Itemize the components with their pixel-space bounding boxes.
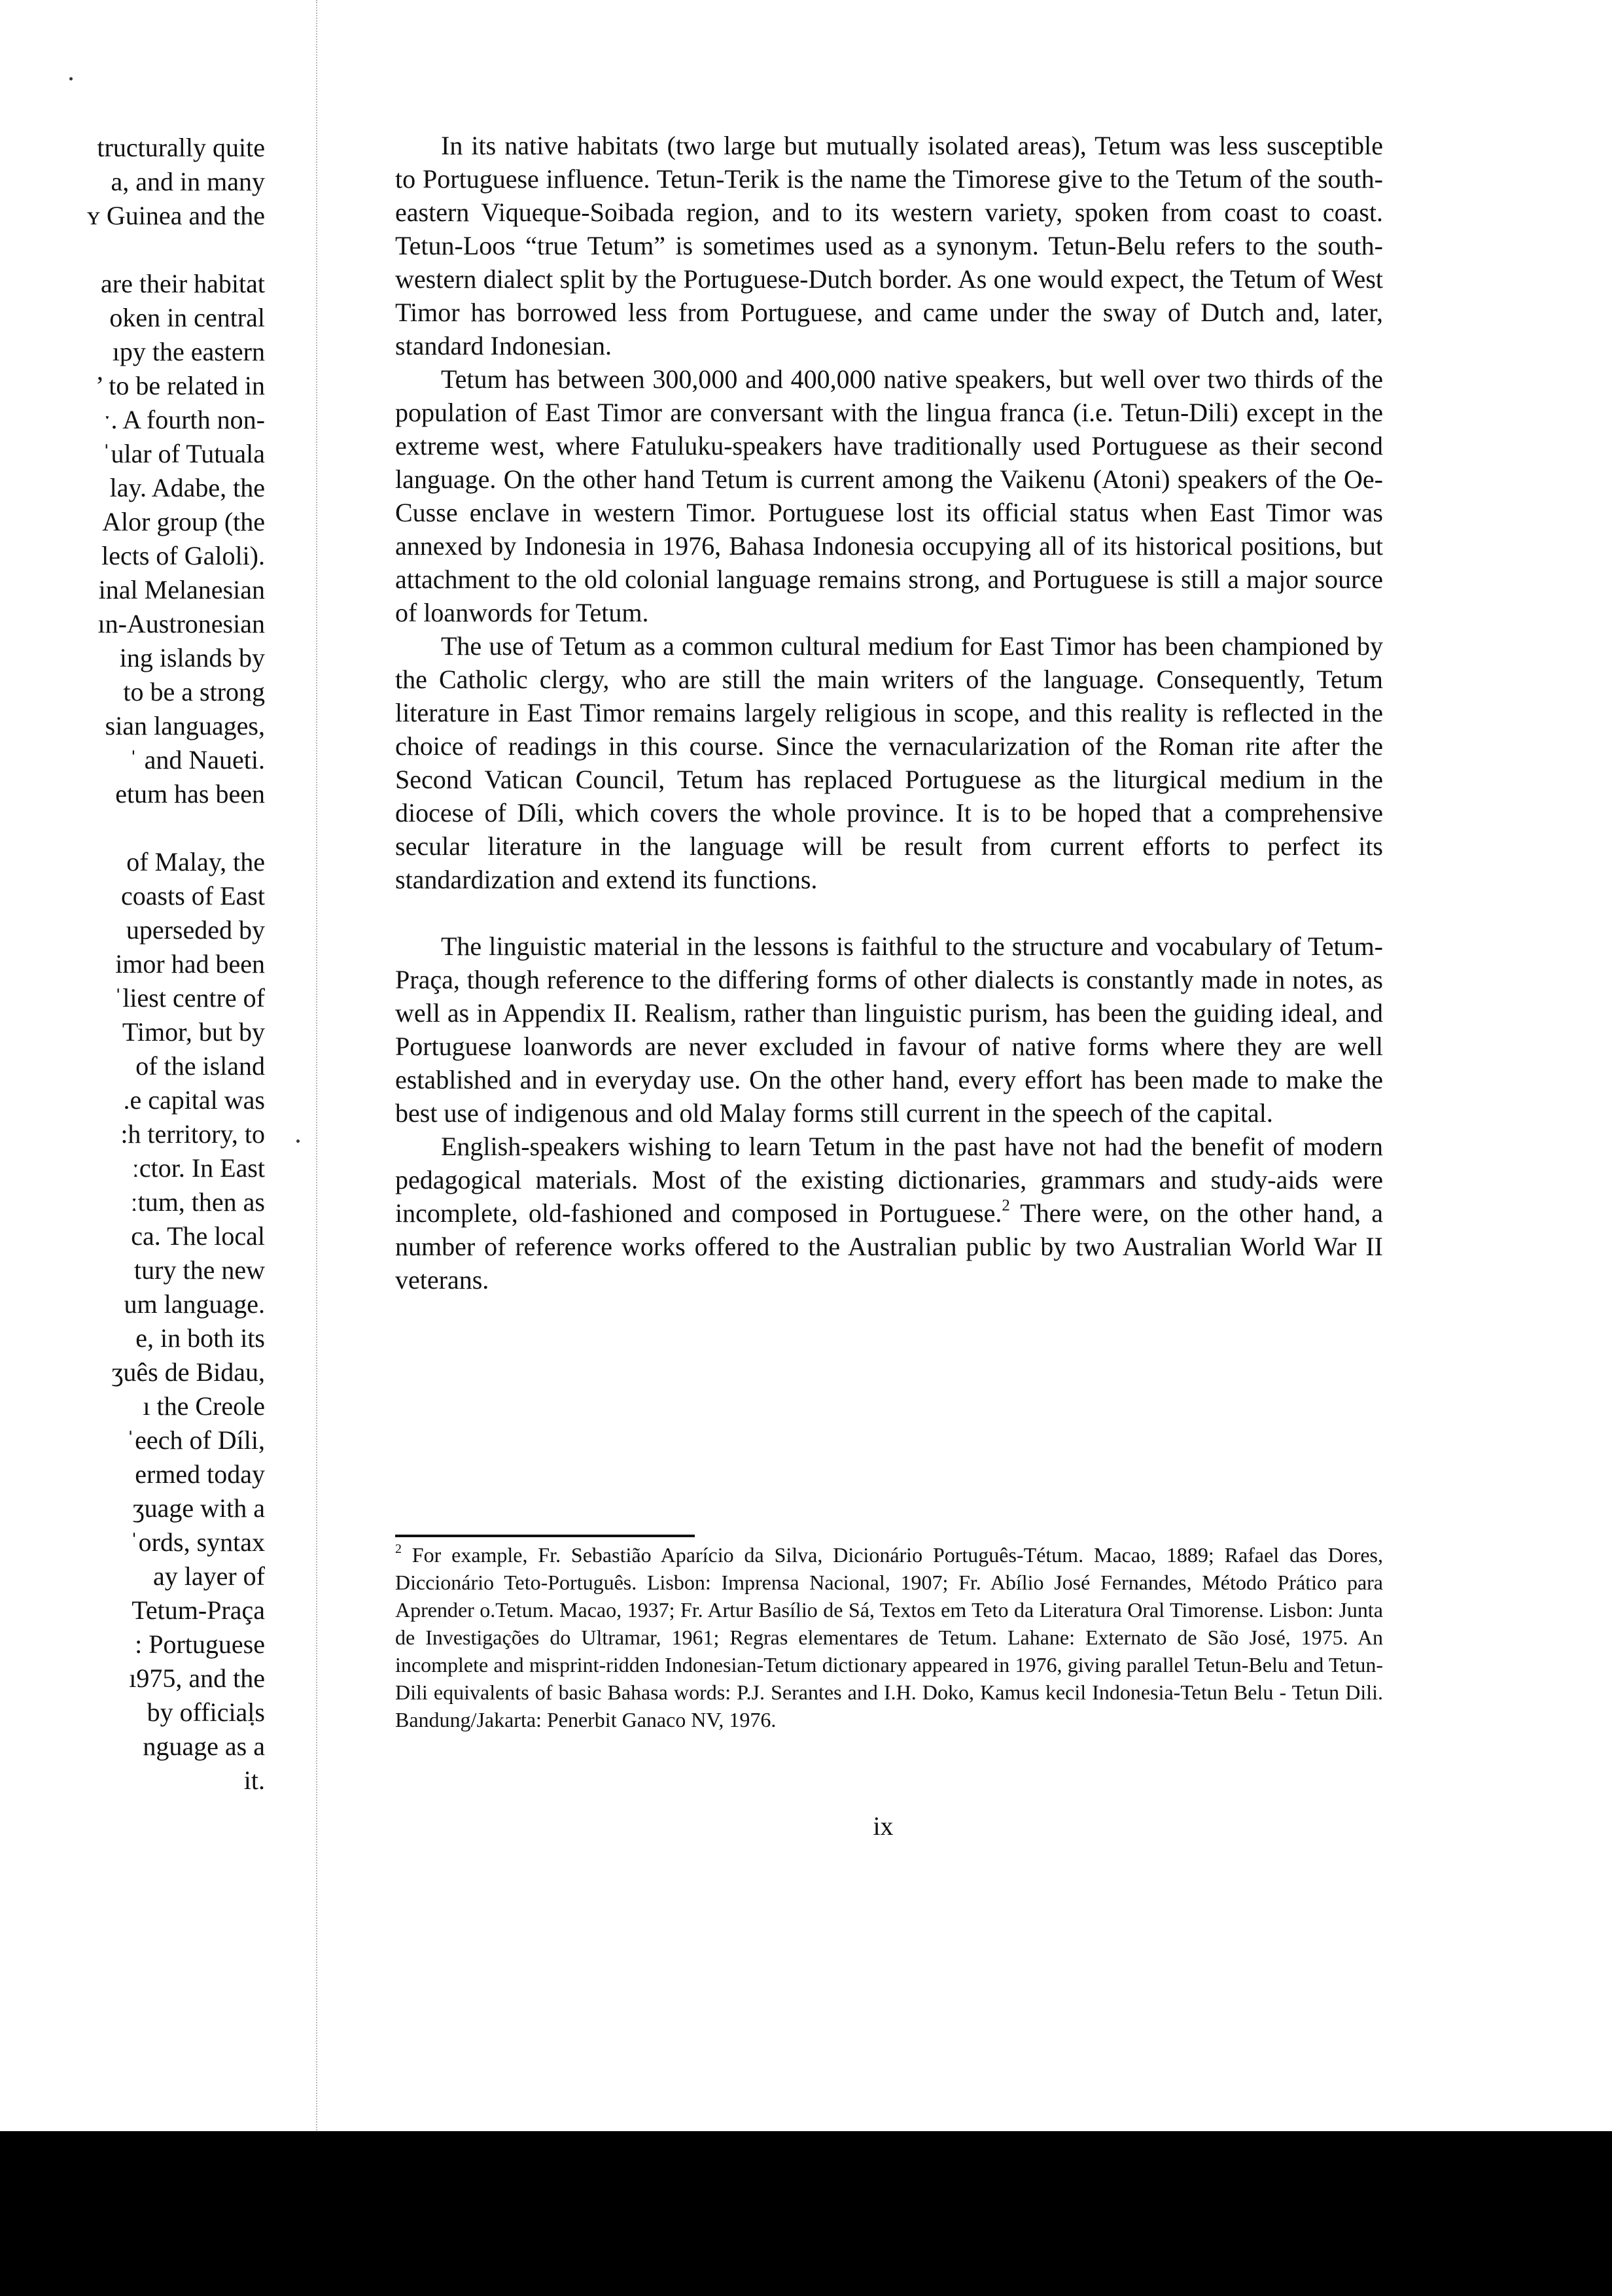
left-column-line xyxy=(39,233,265,267)
footnote-number: 2 xyxy=(395,1542,402,1557)
footnote xyxy=(395,1541,1383,1733)
left-column-line: oken in central xyxy=(109,303,265,332)
left-column-line: ʒuage with a xyxy=(132,1493,265,1523)
left-column-line: etum has been xyxy=(115,779,265,809)
binding-edge-line xyxy=(316,0,317,2132)
left-column-line: of Malay, the xyxy=(126,847,265,877)
left-column-line: are their habitat xyxy=(101,269,265,298)
left-column-line: ca. The local xyxy=(131,1221,265,1251)
left-column-line: : Portuguese xyxy=(135,1629,265,1659)
left-column-line: imor had been xyxy=(115,949,265,979)
paragraph-native-habitats: In its native habitats (two large but mutually isolated areas), Tetum was less susceptible to Portuguese influence. Tetun-Terik is the name the Timorese give to the Tetum of the south-eastern Viqueque-Soibada region, and to its western variety, spoken from coast to coast. Tetun-Loos “true Tetum” is sometimes used as a synonym. Tetun-Belu refers to the south-western dialect split by the Portuguese-Dutch border. As one would expect, the Tetum of West Timor has borrowed less from Portuguese, and came under the sway of Dutch and, later, standard Indonesian. xyxy=(395,131,1383,360)
left-column-line: to be a strong xyxy=(123,677,265,706)
paragraph-linguistic-material: The linguistic material in the lessons is faithful to the structure and vocabulary of Tetum-Praça, though reference to the differing forms of other dialects is constantly made in notes, as well as in Appendix II. Realism, rather than linguistic purism, has been the guiding ideal, and Portuguese loanwords are never excluded in favour of native forms where they are well established and in everyday use. On the other hand, every effort has been made to make the best use of indigenous and old Malay forms still current in the speech of the capital. xyxy=(395,931,1383,1128)
paragraph-native-speakers: Tetum has between 300,000 and 400,000 native speakers, but well over two thirds of the population of East Timor are conversant with the lingua franca (i.e. Tetun-Dili) except in the extreme west, where Fatuluku-speakers have traditionally used Portuguese as their second language. On the other hand Tetum is current among the Vaikenu (Atoni) speakers of the Oe-Cusse enclave in western Timor. Portuguese lost its official status when East Timor was annexed by Indonesia in 1976, Bahasa Indonesia occupying all of its historical positions, but attachment to the old colonial language remains strong, and Portuguese is still a major source of loanwords for Tetum. xyxy=(395,364,1383,627)
left-column-line: nguage as a xyxy=(143,1731,265,1761)
left-column-line: ay layer of xyxy=(152,1561,265,1591)
left-column-line: coasts of East xyxy=(121,881,265,911)
left-column-line: ı the Creole xyxy=(143,1391,265,1421)
footnote-reference-marker: 2 xyxy=(1002,1196,1010,1215)
left-column-line: ’ to be related in xyxy=(95,371,265,400)
left-column-line: Tetum-Praça xyxy=(131,1595,265,1625)
main-text-column xyxy=(395,129,1383,1296)
footnote-text: For example, Fr. Sebastião Aparício da Silva, Dicionário Português-Tétum. Macao, 1889; Rafael das Dores, Diccionário Teto-Português. Lisbon: Imprensa Nacional, 1907; Fr. Abílio José Fernandes, Método Prático para Aprender o.Tetum. Macao, 1937; Fr. Artur Basílio de Sá, Textos em Teto da Literatura Oral Timorense. Lisbon: Junta de Investigações do Ultramar, 1961; Regras elementares de Tetum. Lahane: Externato de São José, 1975. An incomplete and misprint-ridden Indonesian-Tetum dictionary appeared in 1976, giving parallel Tetun-Belu and Tetun-Dili equivalents of basic Bahasa words: P.J. Serantes and I.H. Doko, Kamus kecil Indonesia-Tetun Belu - Tetun Dili. Bandung/Jakarta: Penerbit Ganaco NV, 1976. xyxy=(395,1543,1384,1731)
left-column-line: ːtum, then as xyxy=(130,1187,265,1217)
left-column-line: :h territory, to xyxy=(120,1119,265,1149)
left-column-line: um language. xyxy=(124,1289,265,1319)
left-column-line: it. xyxy=(243,1765,265,1795)
page-number: ix xyxy=(873,1811,894,1841)
left-column-line: sian languages, xyxy=(105,711,265,740)
left-column-line: Alor group (the xyxy=(102,507,265,536)
left-column-line: a, and in many xyxy=(111,167,265,196)
left-column-line: uperseded by xyxy=(126,915,265,945)
paragraph-english-speakers-text: English-speakers wishing to learn Tetum in the past have not had the benefit of modern pedagogical materials. Most of the existing dictionaries, grammars and study-aids were incomplete, old-fashioned and composed in Portuguese. xyxy=(395,1132,1383,1228)
paragraph-english-speakers-continued: There were, on the other hand, a number of reference works offered to the Australian public by two Australian World War II veterans. xyxy=(395,1198,1383,1295)
left-column-line: lects of Galoli). xyxy=(101,541,265,570)
left-column-line: ˑ. A fourth non- xyxy=(103,405,265,434)
left-column-line: ıpy the eastern xyxy=(112,337,265,366)
left-column-line: ın-Austronesian xyxy=(97,609,265,638)
scan-black-margin xyxy=(0,2131,1612,2296)
left-column-line: ˈ and Naueti. xyxy=(129,745,265,774)
left-column-line: ʏ Guinea and the xyxy=(87,201,265,230)
left-page-cutoff-column xyxy=(39,131,265,1798)
scan-speck xyxy=(69,77,73,80)
left-column-line: tructurally quite xyxy=(97,133,265,162)
left-column-line: ːctor. In East xyxy=(131,1153,265,1183)
left-column-line: Timor, but by xyxy=(122,1017,265,1047)
left-column-line: ˈliest centre of xyxy=(114,983,265,1013)
left-column-line: inal Melanesian xyxy=(98,575,265,604)
left-column-line: ı975, and the xyxy=(129,1663,265,1693)
left-column-line: ermed today xyxy=(135,1459,265,1489)
paragraph-english-speakers xyxy=(395,1130,1383,1296)
paragraph-cultural-medium: The use of Tetum as a common cultural medium for East Timor has been championed by the Catholic clergy, who are still the main writers of the language. Consequently, Tetum literature in East Timor remains largely religious in scope, and this reality is reflected in the choice of readings in this course. Since the vernacularization of the Roman rite after the Second Vatican Council, Tetum has replaced Portuguese as the liturgical medium in the diocese of Díli, which covers the whole province. It is to be hoped that a comprehensive secular literature in the language will be result from current efforts to perfect its standardization and extend its functions. xyxy=(395,631,1383,894)
scan-speck xyxy=(296,1139,300,1143)
left-column-line: by officials xyxy=(147,1697,265,1727)
left-column-line: ing islands by xyxy=(119,643,265,672)
left-column-line: .e capital was xyxy=(123,1085,265,1115)
left-column-line: tury the new xyxy=(134,1255,265,1285)
left-column-line: ʒuês de Bidau, xyxy=(111,1357,265,1387)
left-column-line: lay. Adabe, the xyxy=(109,473,265,502)
left-column-line: ˈular of Tutuala xyxy=(102,439,265,468)
left-column-line: e, in both its xyxy=(135,1323,265,1353)
left-column-line: ˈords, syntax xyxy=(130,1527,265,1557)
footnote-divider xyxy=(395,1535,695,1537)
left-column-line xyxy=(39,811,265,845)
left-column-line: ˈeech of Díli, xyxy=(126,1425,265,1455)
left-column-line: of the island xyxy=(135,1051,265,1081)
